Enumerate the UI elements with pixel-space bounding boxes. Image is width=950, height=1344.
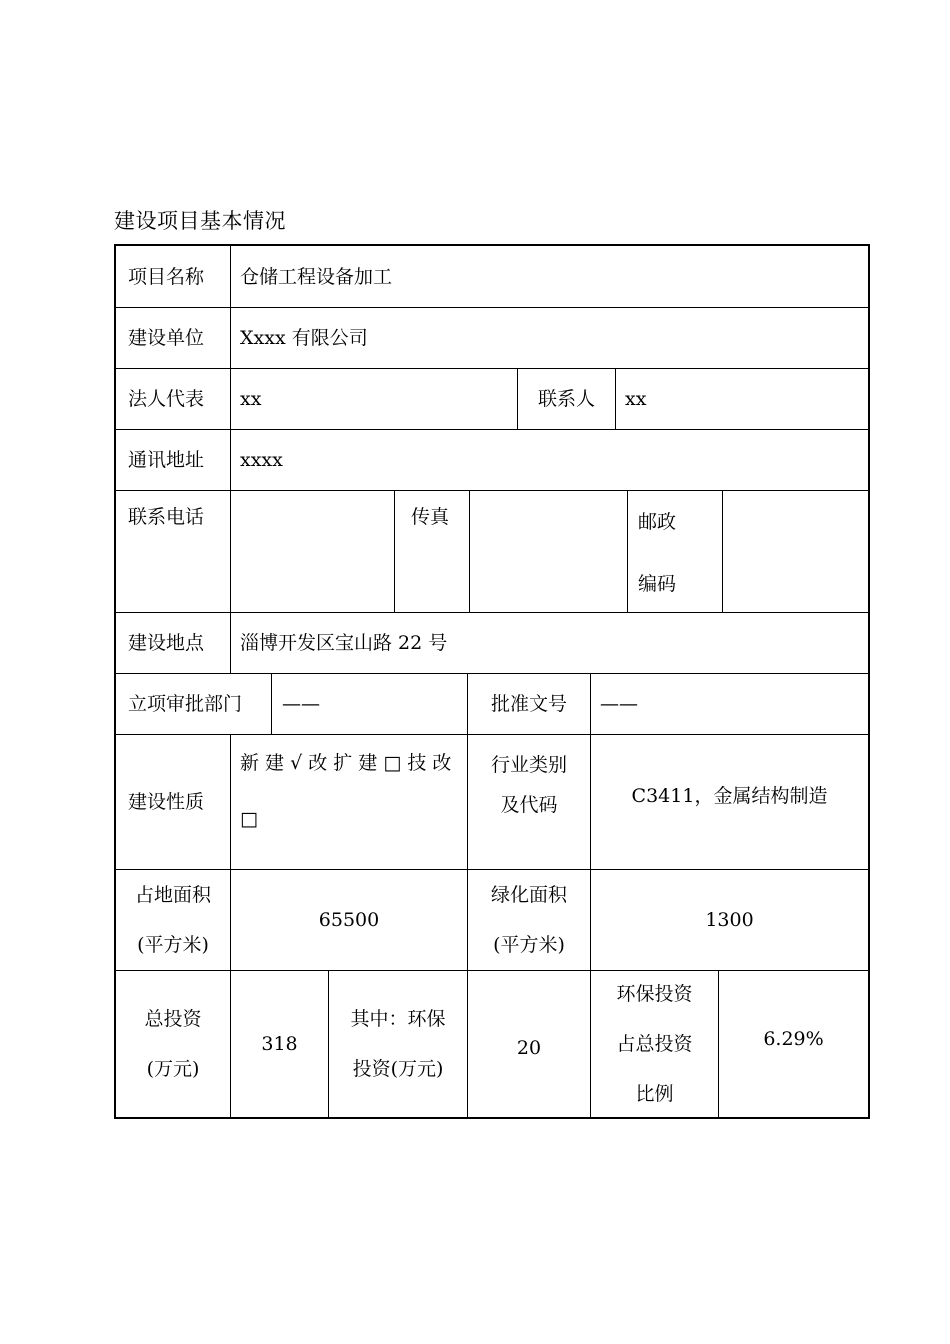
table-row-area: [116, 870, 868, 971]
nature-value-line1: 新 建 √ 改 扩 建 □ 技 改: [240, 752, 452, 774]
nature-value[interactable]: [231, 735, 468, 869]
green-area-label: [468, 870, 591, 970]
table-row-phone: [116, 491, 868, 613]
land-area-label: [116, 870, 231, 970]
table-row-construction-unit: [116, 308, 868, 369]
total-investment-label: [116, 971, 231, 1117]
total-investment-value[interactable]: 318: [231, 971, 329, 1117]
approval-doc-value[interactable]: ——: [600, 693, 638, 715]
green-area-label-line2: (平方米): [493, 934, 565, 956]
approval-doc-label: 批准文号: [468, 674, 591, 734]
contact-value[interactable]: xx: [625, 388, 647, 410]
table-row-site: [116, 613, 868, 674]
section-heading: 建设项目基本情况: [114, 209, 286, 233]
env-investment-label: [329, 971, 468, 1117]
project-name-label: 项目名称: [116, 246, 231, 307]
phone-label: 联系电话: [116, 491, 231, 612]
fax-value[interactable]: [470, 491, 628, 612]
green-area-value[interactable]: 1300: [705, 909, 754, 931]
total-investment-label-line2: (万元): [146, 1058, 200, 1080]
industry-label-line1: 行业类别: [490, 754, 567, 776]
land-area-label-line1: 占地面积: [134, 884, 211, 906]
env-investment-label-line2: 投资(万元): [352, 1058, 444, 1080]
green-area-label-line1: 绿化面积: [490, 884, 567, 906]
address-label: 通讯地址: [116, 430, 231, 490]
total-investment-label-line1: 总投资: [144, 1008, 202, 1030]
legal-rep-label: 法人代表: [116, 369, 231, 429]
contact-label: 联系人: [518, 369, 616, 429]
approval-dept-value[interactable]: ——: [272, 674, 468, 734]
table-row-nature: [116, 735, 868, 870]
env-investment-value[interactable]: 20: [468, 971, 591, 1117]
table-row-address: [116, 430, 868, 491]
env-ratio-label-line2: 占总投资: [616, 1033, 693, 1055]
construction-unit-label: 建设单位: [116, 308, 231, 368]
env-ratio-label-line3: 比例: [635, 1083, 674, 1105]
env-ratio-label: [591, 971, 719, 1117]
industry-label: [468, 735, 591, 869]
env-ratio-label-line1: 环保投资: [616, 983, 693, 1005]
industry-label-line2: 及代码: [500, 794, 558, 816]
nature-label: 建设性质: [116, 735, 231, 869]
land-area-value[interactable]: 65500: [231, 870, 468, 970]
table-row-investment: [116, 971, 868, 1117]
project-info-table: [114, 244, 870, 1119]
nature-value-line2: □: [240, 808, 258, 830]
table-row-approval: [116, 674, 868, 735]
approval-dept-label: 立项审批部门: [116, 674, 272, 734]
fax-label: 传真: [395, 491, 470, 612]
land-area-label-line2: (平方米): [137, 934, 209, 956]
postal-code-label: [628, 491, 723, 612]
table-row-legal-rep: [116, 369, 868, 430]
address-value[interactable]: xxxx: [240, 449, 283, 471]
industry-value[interactable]: C3411，金属结构制造: [631, 785, 828, 807]
phone-value[interactable]: [231, 491, 395, 612]
legal-rep-value[interactable]: xx: [231, 369, 518, 429]
postal-code-label-line2: 编码: [638, 573, 677, 595]
project-name-value[interactable]: 仓储工程设备加工: [240, 265, 393, 288]
postal-code-label-line1: 邮政: [638, 511, 677, 533]
table-row-project-name: [116, 246, 868, 308]
postal-code-value[interactable]: [723, 491, 868, 612]
site-label: 建设地点: [116, 613, 231, 673]
site-value[interactable]: 淄博开发区宝山路 22 号: [240, 632, 448, 654]
construction-unit-value[interactable]: Xxxx 有限公司: [240, 327, 368, 349]
env-investment-label-line1: 其中：环保: [350, 1008, 446, 1030]
env-ratio-value[interactable]: 6.29%: [763, 1028, 824, 1050]
